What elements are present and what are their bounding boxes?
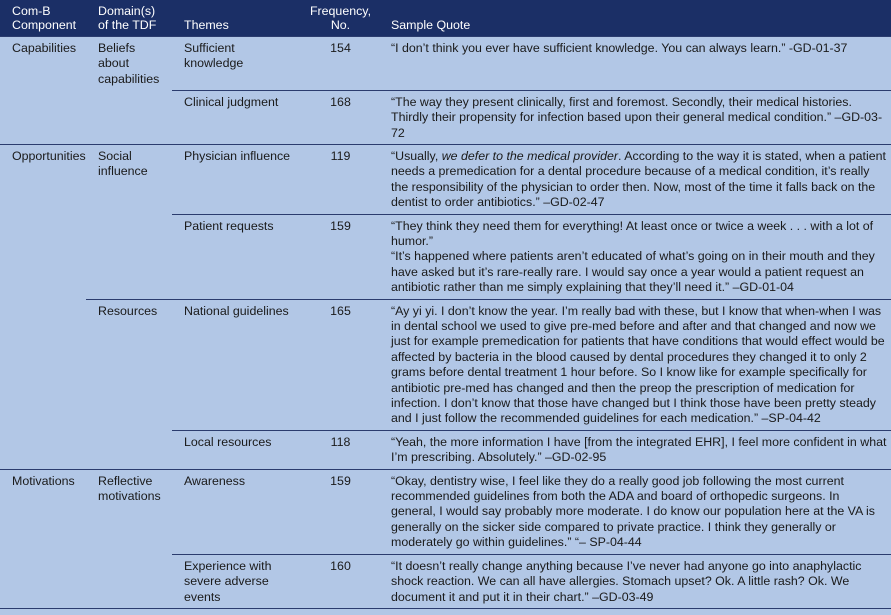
table-row bbox=[0, 469, 891, 554]
cell-theme: National guidelines bbox=[172, 299, 302, 430]
cell-domain bbox=[86, 430, 172, 469]
cell-component: Motivations bbox=[0, 469, 86, 554]
cell-theme: Patient requests bbox=[172, 214, 302, 299]
cell-frequency: 154 bbox=[302, 37, 379, 91]
quote-part: “Usually, bbox=[391, 148, 442, 163]
cell-component bbox=[0, 299, 86, 430]
cell-quote: “I don’t think you ever have sufficient knowledge. You can always learn.” -GD-01-37 bbox=[379, 37, 891, 91]
cell-component bbox=[0, 554, 86, 608]
table-header-row bbox=[0, 0, 891, 37]
cell-frequency: 160 bbox=[302, 554, 379, 608]
table-row bbox=[0, 90, 891, 144]
cell-frequency: 118 bbox=[302, 430, 379, 469]
header-component: Com-B Component bbox=[12, 4, 77, 32]
table-row bbox=[0, 214, 891, 299]
table-row bbox=[0, 430, 891, 469]
cell-quote: “The way they present clinically, first and foremost. Secondly, their medical histories. Thirdly their propensity for infection based upon their general medical condition.” –GD-03-72 bbox=[379, 90, 891, 144]
cell-domain: Reflective motivations bbox=[86, 469, 172, 554]
cell-domain: Beliefs about capabilities bbox=[86, 37, 172, 91]
header-domain: Domain(s) of the TDF bbox=[98, 4, 157, 32]
cell-frequency: 159 bbox=[302, 214, 379, 299]
cell-frequency: 165 bbox=[302, 299, 379, 430]
table-row bbox=[0, 144, 891, 214]
cell-quote bbox=[379, 214, 891, 299]
cell-component bbox=[0, 214, 86, 299]
cell-quote: “Okay, dentistry wise, I feel like they do a really good job following the most current recommended guidelines from both the ADA and board of orthopedic surgeons. In general, I would say probably more moderate. I do know our population here at the VA is generally on the sicker side compared to private practice. I think they generally or moderately go within guidelines.” “– SP-04-44 bbox=[379, 469, 891, 554]
cell-frequency: 159 bbox=[302, 469, 379, 554]
table-row bbox=[0, 37, 891, 91]
cell-component bbox=[0, 90, 86, 144]
header-frequency: Frequency, No. bbox=[309, 4, 372, 32]
cell-theme: Experience with severe adverse events bbox=[172, 554, 302, 608]
quote-part: . According to the way it is stated, when a patient needs a premedication for a dental procedure because of a medical condition, it’s really the responsibility of the physician to order then. Now, most of the time it falls back on the dentist to order antibiotics.” –GD-02-47 bbox=[391, 148, 886, 210]
table-row bbox=[0, 299, 891, 430]
cell-frequency: 119 bbox=[302, 144, 379, 214]
cell-quote: “Ay yi yi. I don’t know the year. I’m really bad with these, but I know that when-when I was in dental school we used to give pre-med before and after and that changed and now we just for example premedication for patients that have conditions that would effect would be affected by bacteria in the blood caused by dental procedures they changed it to only 2 grams before dental treatment 1 hour before. So I know like for example specifically for antibiotic pre-med has changed and then the preop the prescription of medication for infection. I don’t know that those have changed but I think those have been pretty steady and I just follow the recommended guidelines for each medication.” –SP-04-42 bbox=[379, 299, 891, 430]
cell-theme: Physician influence bbox=[172, 144, 302, 214]
cell-theme: Awareness bbox=[172, 469, 302, 554]
cell-frequency: 168 bbox=[302, 90, 379, 144]
quote-paragraph: “It’s happened where patients aren’t educated of what’s going on in their mouth and they have asked but it’s rare-really rare. I would say once a year would a patient request an antibiotic rather than me simply explaining that they’ll need it.” –GD-01-04 bbox=[391, 249, 875, 295]
cell-domain bbox=[86, 214, 172, 299]
cell-quote: “It doesn’t really change anything because I’ve never had anyone go into anaphylactic shock reaction. We can all have allergies. Stomach upset? Ok. A little rash? Ok. We document it and put it in their chart.” –GD-03-49 bbox=[379, 554, 891, 608]
cell-domain: Resources bbox=[86, 299, 172, 430]
cell-component: Opportunities bbox=[0, 144, 86, 214]
cell-theme: Clinical judgment bbox=[172, 90, 302, 144]
cell-component bbox=[0, 430, 86, 469]
cell-domain bbox=[86, 90, 172, 144]
cell-domain bbox=[86, 554, 172, 608]
quote-emphasis: we defer to the medical provider bbox=[441, 148, 619, 163]
cell-theme: Sufficient knowledge bbox=[172, 37, 302, 91]
cell-component: Capabilities bbox=[0, 37, 86, 91]
cell-theme: Local resources bbox=[172, 430, 302, 469]
cell-quote bbox=[379, 144, 891, 214]
table-row bbox=[0, 554, 891, 608]
header-quote: Sample Quote bbox=[391, 18, 471, 32]
header-themes: Themes bbox=[184, 18, 229, 32]
quote-paragraph: “They think they need them for everything! At least once or twice a week . . . with a lot of humor.” bbox=[391, 218, 874, 248]
cell-domain: Social influence bbox=[86, 144, 172, 214]
cell-quote: “Yeah, the more information I have [from the integrated EHR], I feel more confident in what I’m prescribing. Absolutely.” –GD-02-95 bbox=[379, 430, 891, 469]
